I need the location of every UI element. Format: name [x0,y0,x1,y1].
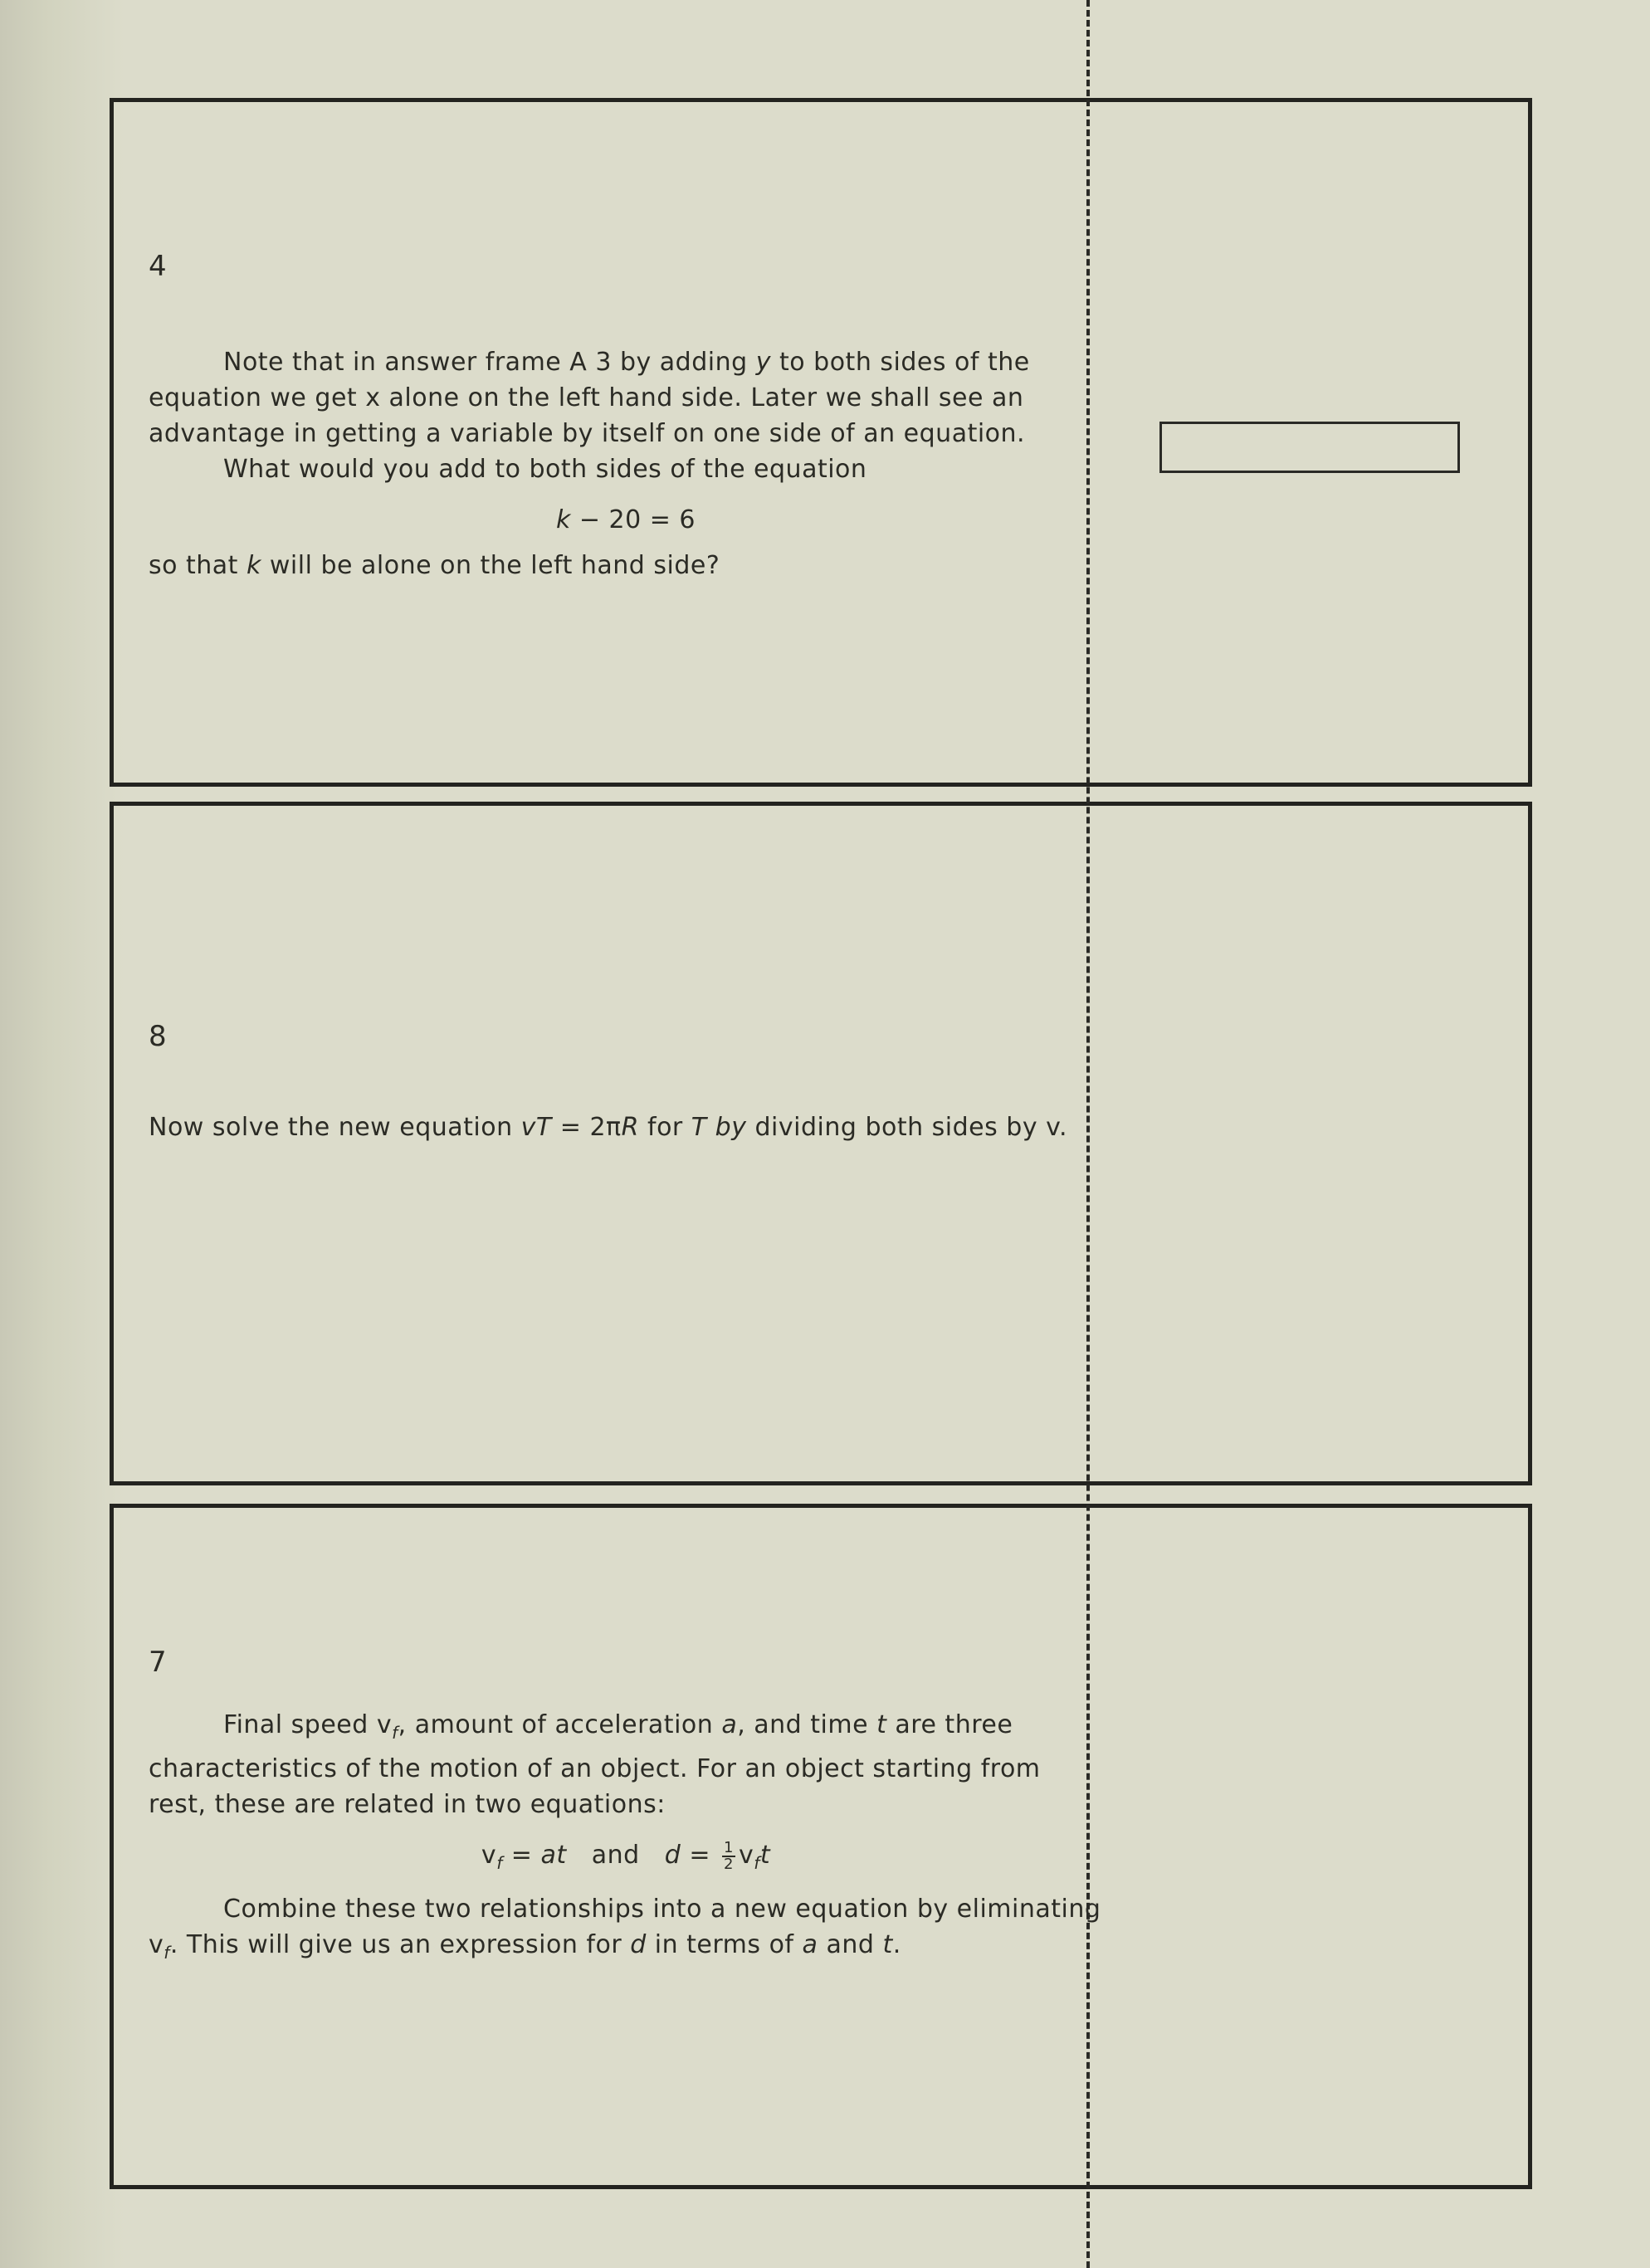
paragraph: Combine these two relationships into a new equation by eliminating $v_f$. This will give us an expression for d in terms of a and t. [149,1895,1101,1963]
fraction-one-half: $\frac{1}{2}$ [724,1838,734,1873]
paragraph: Note that in answer frame A 3 by adding y to both sides of the equation we get x alone on the left hand side. Later we shall see an advantage in getting a variable by itself on one side of an equation. [149,348,1030,448]
frame-text [149,1110,1103,1145]
frame-7 [110,1504,1532,2189]
answer-box[interactable] [1159,422,1460,473]
paragraph: Now solve the new equation vT = 2πR for T by dividing both sides by v. [149,1113,1068,1142]
frame-8 [110,802,1532,1485]
paragraph: Final speed $v_f$, amount of acceleration a, and time t are three characteristics of the motion of an object. For an object starting from rest, these are related in two equations: [149,1710,1041,1819]
equation: k − 20 = 6 [555,505,696,534]
equation: $v_f$ = at and d = $\frac{1}{2}$ $v_ft$ [481,1838,771,1873]
frame-number: 7 [149,1646,167,1679]
page-edge-shading [0,0,124,2268]
frame-text [149,1707,1103,1971]
dashed-cut-line [1086,0,1090,2268]
frame-text [149,344,1103,583]
frame-number: 8 [149,1020,167,1053]
paragraph: What would you add to both sides of the equation [223,455,867,484]
frame-number: 4 [149,250,167,283]
paragraph: so that k will be alone on the left hand side? [149,551,720,580]
